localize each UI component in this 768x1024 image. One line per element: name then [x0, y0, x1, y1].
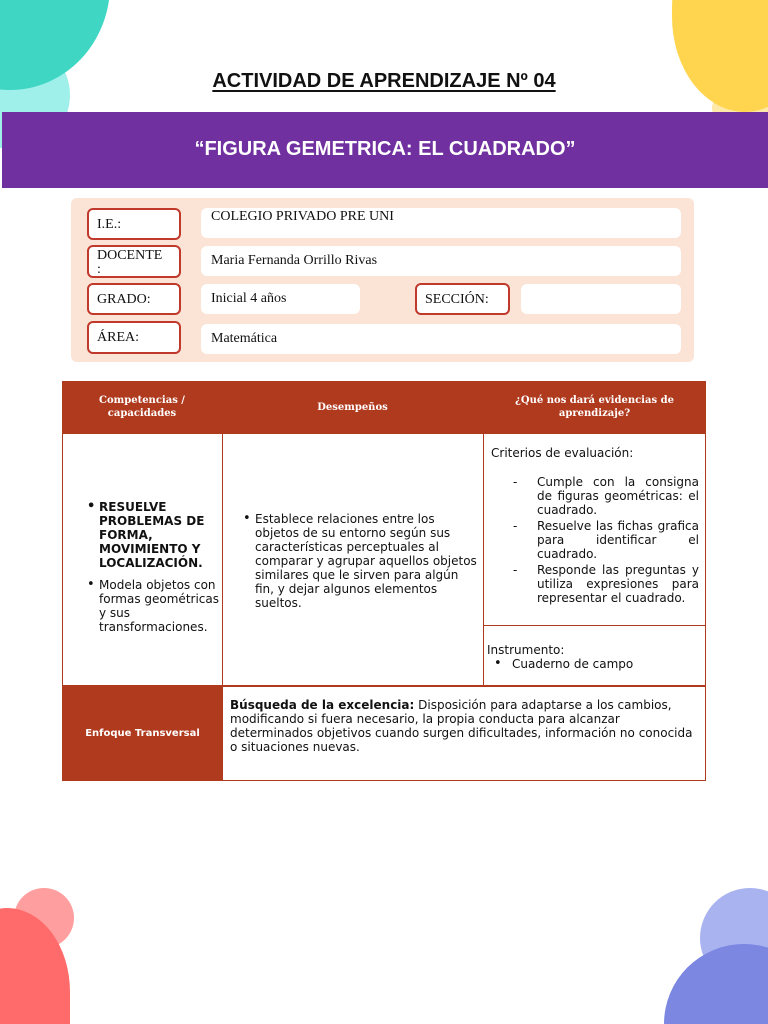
docente-value: Maria Fernanda Orrillo Rivas — [201, 246, 681, 276]
banner-title: “FIGURA GEMETRICA: EL CUADRADO” — [194, 138, 576, 160]
seccion-label: SECCIÓN: — [415, 283, 510, 315]
area-label: ÁREA: — [87, 321, 181, 354]
decorative-blob-top-right — [672, 0, 768, 112]
enfoque-cell — [222, 686, 706, 781]
decorative-blob-bottom-right — [664, 944, 768, 1024]
competencias-list — [87, 500, 219, 634]
desempeno-item: • Establece relaciones entre los objetos de su entorno según sus características perceptuales al comparar y agrupar aquellos objetos similares que le sirven para algún fin, y dejar algunos elementos sueltos. — [243, 512, 479, 610]
desempenos-list — [243, 512, 479, 610]
seccion-value — [521, 284, 681, 314]
page-title — [0, 70, 768, 93]
grado-label: GRADO: — [87, 283, 181, 315]
capacidad-item: • Modela objetos con formas geométricas y sus transformaciones. — [87, 578, 219, 634]
instrumento-list — [494, 657, 694, 671]
page-title-text: ACTIVIDAD DE APRENDIZAJE Nº 04 — [212, 70, 556, 92]
instrumento-title: Instrumento: — [487, 643, 565, 657]
info-panel — [71, 198, 694, 362]
criterios-list — [491, 475, 699, 605]
criterio-item: - Responde las preguntas y utiliza expresiones para representar el cuadrado. — [491, 563, 699, 605]
ie-value: COLEGIO PRIVADO PRE UNI — [201, 208, 681, 238]
criterios-cell — [483, 433, 706, 626]
docente-label: DOCENTE : — [87, 245, 181, 278]
grado-value: Inicial 4 años — [201, 284, 360, 314]
competencias-cell — [62, 433, 223, 686]
enfoque-label: Enfoque Transversal — [62, 686, 223, 781]
header-desempenos: Desempeños — [222, 381, 483, 433]
header-evidencias: ¿Qué nos dará evidencias de aprendizaje? — [483, 381, 706, 433]
area-value: Matemática — [201, 324, 681, 354]
criterios-title: Criterios de evaluación: — [491, 446, 634, 460]
learning-table — [62, 381, 706, 781]
criterio-item: - Cumple con la consigna de figuras geométricas: el cuadrado. — [491, 475, 699, 517]
enfoque-description: Disposición para adaptarse a los cambios, modificando si fuera necesario, la propia conducta para alcanzar determinados objetivos cuando surgen dificultades, información no conocida o situaciones nuevas. — [230, 698, 693, 754]
ie-label: I.E.: — [87, 208, 181, 240]
enfoque-title: Búsqueda de la excelencia: — [230, 698, 415, 712]
criterio-item: - Resuelve las fichas grafica para identificar el cuadrado. — [491, 519, 699, 561]
instrumento-cell — [483, 625, 706, 686]
competencia-item: • RESUELVE PROBLEMAS DE FORMA, MOVIMIENTO Y LOCALIZACIÓN. — [87, 500, 219, 570]
desempenos-cell — [222, 433, 484, 686]
instrumento-item: • Cuaderno de campo — [494, 657, 694, 671]
header-competencias: Competencias / capacidades — [62, 381, 222, 433]
topic-banner — [2, 112, 768, 188]
